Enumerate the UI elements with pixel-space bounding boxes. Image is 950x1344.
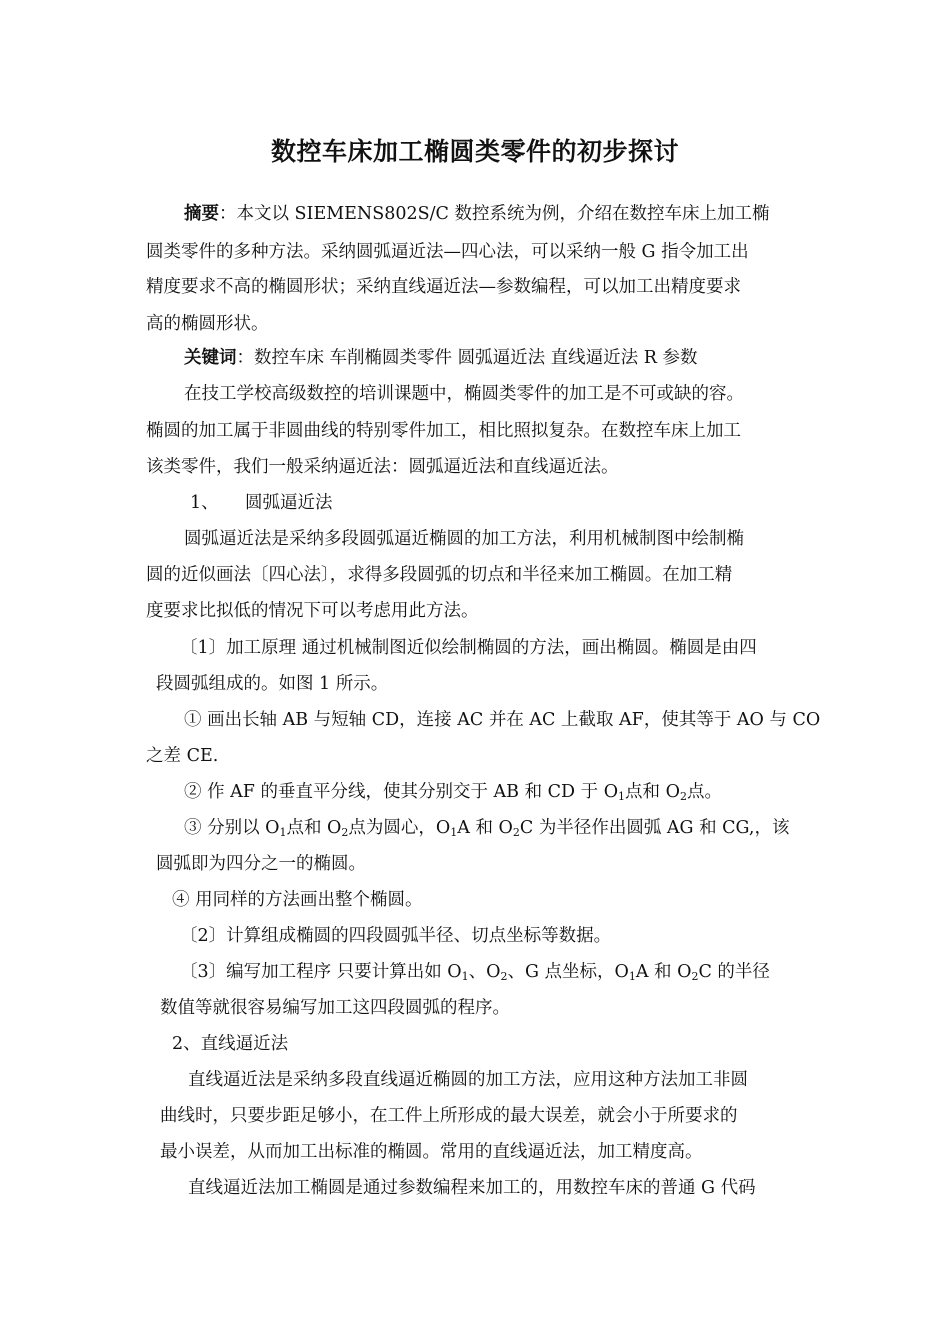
abstract-line-1: 摘要：本文以 SIEMENS802S/C 数控系统为例，介绍在数控车床上加工椭 bbox=[184, 204, 770, 224]
section-1-line-3: 度要求比拟低的情况下可以考虑用此方法。 bbox=[146, 601, 479, 621]
intro-line-1: 在技工学校高级数控的培训课题中，椭圆类零件的加工是不可或缺的容。 bbox=[184, 384, 744, 404]
section-1-line-1: 圆弧逼近法是采纳多段圆弧逼近椭圆的加工方法，利用机械制图中绘制椭 bbox=[184, 529, 744, 549]
section-1-line-2: 圆的近似画法〔四心法〕，求得多段圆弧的切点和半径来加工椭圆。在加工精 bbox=[146, 565, 733, 585]
section-2-heading: 2、直线逼近法 bbox=[172, 1034, 289, 1054]
step-2-line: ② 作 AF 的垂直平分线，使其分别交于 AB 和 CD 于 $O_1$点和 $O_2$点。 bbox=[184, 782, 722, 803]
section-2-line-4: 直线逼近法加工椭圆是通过参数编程来加工的，用数控车床的普通 G 代码 bbox=[188, 1178, 756, 1198]
abstract-line-4: 高的椭圆形状。 bbox=[146, 314, 269, 334]
section-2-line-1: 直线逼近法是采纳多段直线逼近椭圆的加工方法，应用这种方法加工非圆 bbox=[188, 1070, 748, 1090]
keywords-label: 关键词 bbox=[184, 348, 237, 368]
step-1-line-1: ① 画出长轴 AB 与短轴 CD，连接 AC 并在 AC 上截取 AF，使其等于 AO 与 CO bbox=[184, 710, 821, 730]
step-4-line: ④ 用同样的方法画出整个椭圆。 bbox=[172, 890, 423, 910]
step-3-line-1: ③ 分别以 $O_1$点和 $O_2$点为圆心，$O_1A$ 和 $O_2C$ 为半径作出圆弧 AG 和 CG,，该 bbox=[184, 818, 790, 839]
abstract-label: 摘要 bbox=[184, 204, 219, 224]
step-1-line-2: 之差 CE. bbox=[146, 746, 219, 766]
section-1-heading: 圆弧逼近法 bbox=[245, 493, 333, 513]
program-line-2: 数值等就很容易编写加工这四段圆弧的程序。 bbox=[160, 998, 510, 1018]
calc-line: 〔2〕计算组成椭圆的四段圆弧半径、切点坐标等数据。 bbox=[180, 926, 612, 946]
keywords-line: 关键词：数控车床 车削椭圆类零件 圆弧逼近法 直线逼近法 R 参数 bbox=[184, 348, 698, 368]
abstract-line-2: 圆类零件的多种方法。采纳圆弧逼近法—四心法，可以采纳一般 G 指令加工出 bbox=[146, 242, 749, 262]
section-2-line-3: 最小误差，从而加工出标准的椭圆。常用的直线逼近法，加工精度高。 bbox=[160, 1142, 703, 1162]
section-1-number: 1、 bbox=[190, 493, 219, 513]
section-2-line-2: 曲线时，只要步距足够小，在工件上所形成的最大误差，就会小于所要求的 bbox=[160, 1106, 738, 1126]
intro-line-3: 该类零件，我们一般采纳逼近法：圆弧逼近法和直线逼近法。 bbox=[146, 457, 619, 477]
principle-line-2: 段圆弧组成的。如图 1 所示。 bbox=[156, 674, 389, 694]
principle-line-1: 〔1〕加工原理 通过机械制图近似绘制椭圆的方法，画出椭圆。椭圆是由四 bbox=[180, 638, 757, 658]
intro-line-2: 椭圆的加工属于非圆曲线的特别零件加工，相比照拟复杂。在数控车床上加工 bbox=[146, 421, 741, 441]
page-title: 数控车床加工椭圆类零件的初步探讨 bbox=[270, 137, 679, 166]
program-line-1: 〔3〕编写加工程序 只要计算出如 $O_1$、$O_2$、G 点坐标，$O_1A$ 和 $O_2C$ 的半径 bbox=[180, 962, 770, 983]
step-3-line-2: 圆弧即为四分之一的椭圆。 bbox=[156, 854, 366, 874]
abstract-line-3: 精度要求不高的椭圆形状；采纳直线逼近法—参数编程，可以加工出精度要求 bbox=[146, 277, 741, 297]
